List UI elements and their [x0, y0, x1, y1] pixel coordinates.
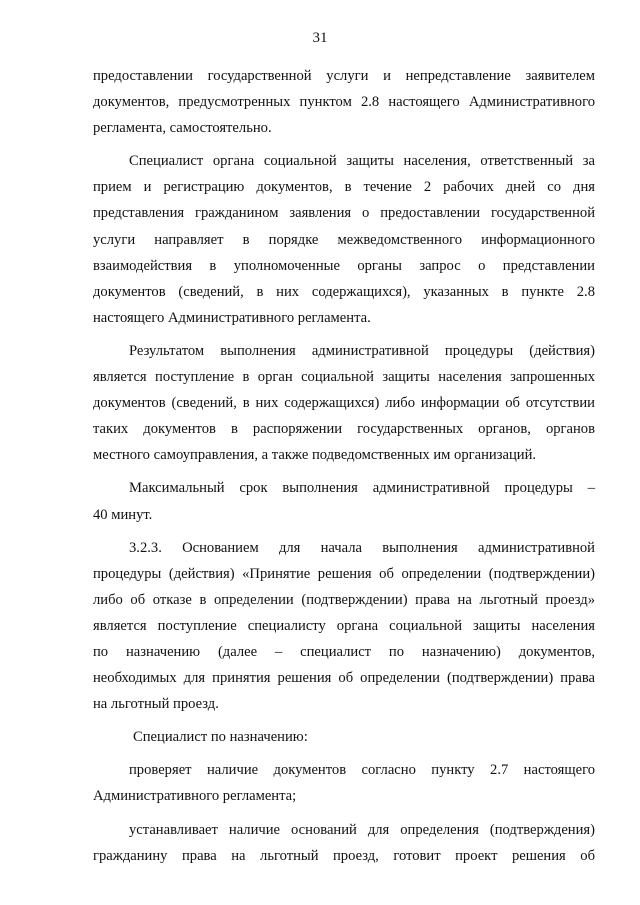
document-body [93, 63, 595, 869]
text-line: услуги направляет в порядке межведомственного информационного [93, 231, 595, 248]
page-number: 31 [312, 30, 328, 46]
text-line: 40 минут. [93, 506, 153, 523]
text-line: документов (сведений, в них содержащихся), указанных в пункте 2.8 [93, 283, 595, 300]
text-line: устанавливает наличие оснований для определения (подтверждения) [129, 821, 595, 838]
text-line: представления гражданином заявления о предоставлении государственной [93, 205, 595, 222]
text-line: регламента, самостоятельно. [93, 120, 272, 137]
text-line: является поступление в орган социальной защиты населения запрошенных [93, 369, 595, 386]
text-line: документов, предусмотренных пунктом 2.8 настоящего Административного [93, 94, 595, 111]
text-line: документов (сведений, в них содержащихся) либо информации об отсутствии [93, 395, 595, 412]
text-line: по назначению (далее – специалист по назначению) документов, [93, 643, 595, 660]
text-line: необходимых для принятия решения об определении (подтверждении) права [93, 670, 595, 687]
text-line: взаимодействия в уполномоченные органы запрос о представлении [93, 257, 595, 274]
text-line: таких документов в распоряжении государственных органов, органов [93, 421, 595, 438]
text-line: гражданину права на льготный проезд, готовит проект решения об [93, 847, 595, 864]
text-line: на льготный проезд. [93, 696, 219, 713]
text-line: Административного регламента; [93, 788, 297, 805]
text-line: либо об отказе в определении (подтверждении) права на льготный проезд» [93, 591, 595, 608]
text-line: является поступление специалисту органа социальной защиты населения [93, 617, 595, 634]
text-line: настоящего Административного регламента. [93, 309, 371, 326]
text-line: Специалист органа социальной защиты населения, ответственный за [129, 153, 595, 170]
text-line: 3.2.3. Основанием для начала выполнения административной [129, 539, 595, 556]
text-line: Максимальный срок выполнения административной процедуры – [129, 480, 595, 497]
text-line: местного самоуправления, а также подведомственных им организаций. [93, 447, 537, 464]
text-line: предоставлении государственной услуги и непредставление заявителем [93, 68, 595, 84]
text-line: прием и регистрацию документов, в течение 2 рабочих дней со дня [93, 179, 595, 196]
text-line: Специалист по назначению: [133, 729, 308, 746]
text-line: проверяет наличие документов согласно пункту 2.7 настоящего [129, 762, 595, 779]
text-line: Результатом выполнения административной процедуры (действия) [129, 342, 595, 359]
text-line: процедуры (действия) «Принятие решения об определении (подтверждении) [93, 565, 595, 582]
